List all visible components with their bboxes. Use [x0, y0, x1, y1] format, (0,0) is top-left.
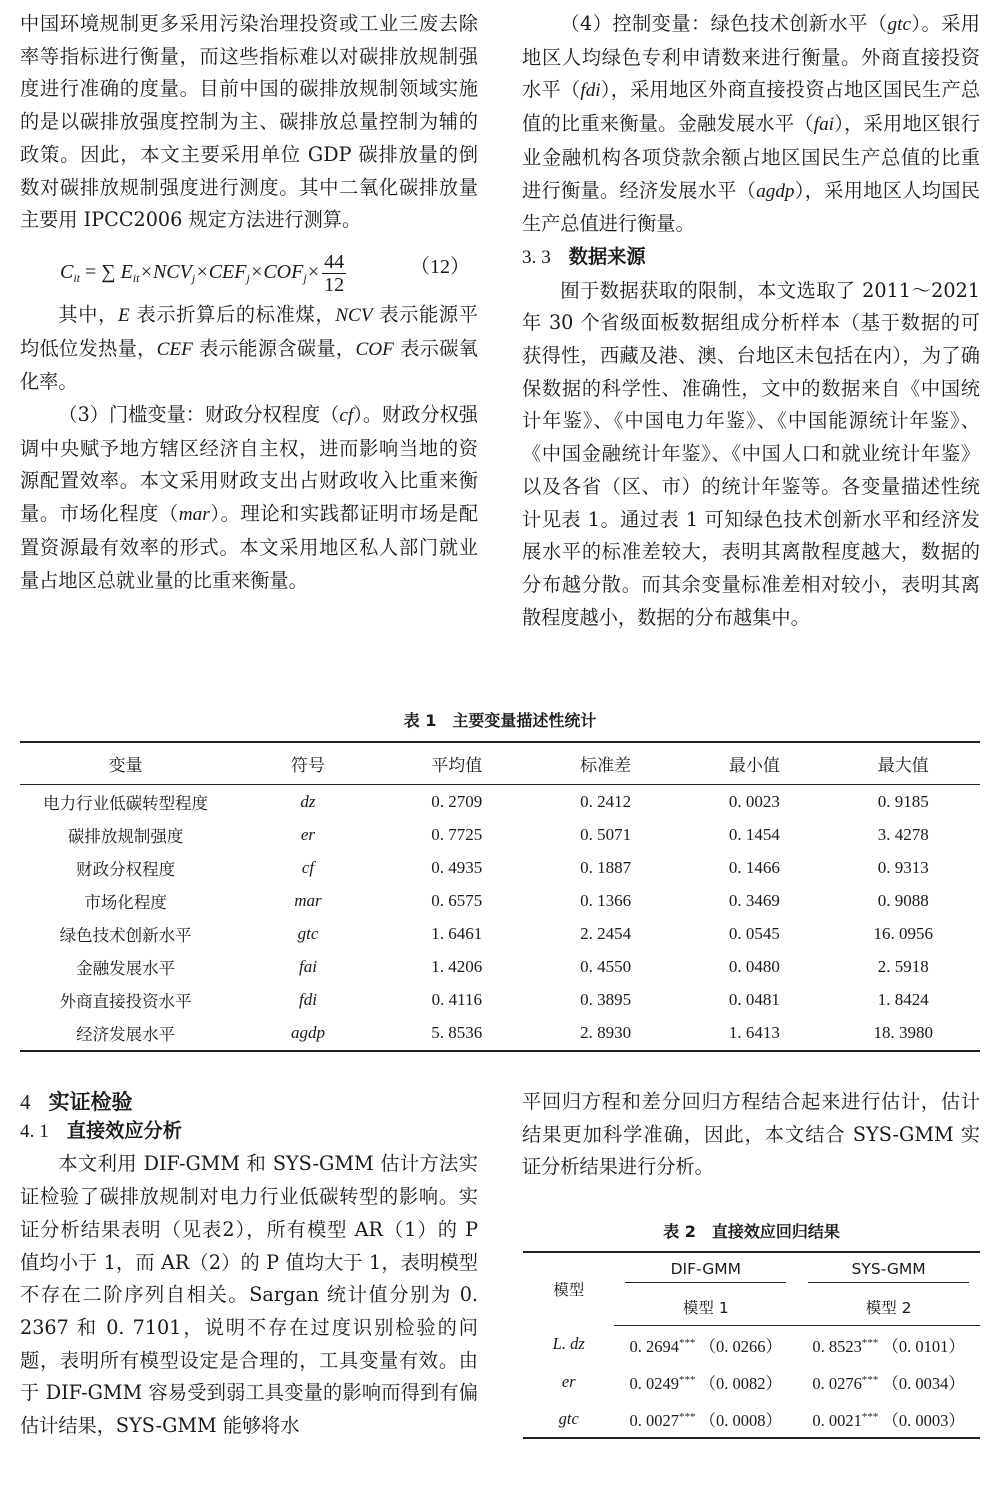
- right-column-bottom: [522, 1086, 980, 1184]
- value-cell: 0. 3895: [580, 990, 632, 1010]
- value-cell: 0. 3469: [728, 890, 780, 910]
- formula-expression: $C_{it}$ = ∑ $E_{it}\times NCV_j\times CEF_j\times COF_j\times$ $\frac{44}{12}$: [60, 250, 345, 296]
- symbol-cell: fdi: [299, 990, 317, 1010]
- header-cell: 最小值: [682, 742, 826, 785]
- section-heading-4-1: 4. 1 直接效应分析: [20, 1118, 182, 1142]
- table-2: [523, 1251, 980, 1439]
- table-row: [20, 950, 980, 983]
- table-row: [523, 1400, 980, 1438]
- value-cell: 0. 9313: [877, 857, 929, 877]
- coefficient-value: 0. 0276: [812, 1373, 862, 1393]
- value-cell: 0. 1454: [728, 824, 780, 844]
- significance-stars: ***: [861, 1336, 879, 1349]
- equation-number: （12）: [410, 255, 470, 278]
- header-cell: 最大值: [826, 742, 980, 785]
- value-cell: 1. 4206: [431, 957, 483, 977]
- variable-name-cell: 绿色技术创新水平: [59, 925, 192, 945]
- table-row: [20, 785, 980, 819]
- coefficient-cell: [797, 1400, 980, 1438]
- variable-name-cell: 电力行业低碳转型程度: [43, 793, 209, 813]
- value-cell: 0. 9185: [877, 791, 929, 811]
- paragraph: 其中，E 表示折算后的标准煤，NCV 表示能源平均低位发热量，CEF 表示能源含碳量，COF 表示碳氧化率。: [20, 302, 478, 394]
- paragraph: 中国环境规制更多采用污染治理投资或工业三废去除率等指标进行衡量，而这些指标难以对碳排放规制强度进行准确的度量。目前中国的碳排放规制领域实施的是以碳排放强度控制为主、碳排放总量控制为辅的政策。因此，本文主要采用单位 GDP 碳排放量的倒数对碳排放规制强度进行测度。其中二氧化碳排放量主要用 IPCC2006 规定方法进行测算。: [20, 12, 478, 232]
- table-1-title: 表 1 主要变量描述性统计: [403, 711, 597, 730]
- standard-error: （0. 0008）: [699, 1410, 783, 1430]
- paragraph: 平回归方程和差分回归方程结合起来进行估计，估计结果更加科学准确，因此，本文结合 SYS-GMM 实证分析结果进行分析。: [522, 1090, 980, 1179]
- coefficient-cell: [614, 1363, 797, 1400]
- value-cell: 0. 7725: [431, 824, 483, 844]
- paragraph: （3）门槛变量：财政分权程度（cf）。财政分权强调中央赋予地方辖区经济自主权，进而影响当地的资源配置效率。本文采用财政支出占财政收入比重来衡量。市场化程度（mar）。理论和实践都证明市场是配置资源最有效率的形式。本文采用地区私人部门就业量占地区总就业量的比重来衡量。: [20, 403, 479, 592]
- coefficient-value: 0. 8523: [812, 1336, 862, 1356]
- header-cell: 符号: [231, 742, 385, 785]
- symbol-cell: dz: [300, 791, 316, 811]
- value-cell: 0. 1366: [580, 890, 632, 910]
- value-cell: 1. 8424: [877, 990, 929, 1010]
- variable-name-cell: 外商直接投资水平: [59, 992, 192, 1012]
- variable-name-cell: 经济发展水平: [76, 1025, 176, 1045]
- coefficient-cell: [614, 1326, 797, 1364]
- value-cell: 0. 0545: [728, 923, 780, 943]
- table-row: [20, 984, 980, 1017]
- value-cell: 2. 8930: [580, 1023, 632, 1043]
- value-cell: 0. 1887: [580, 857, 632, 877]
- table-header-row: [523, 1252, 980, 1289]
- significance-stars: ***: [679, 1410, 696, 1423]
- value-cell: 0. 6575: [431, 890, 483, 910]
- header-cell-group: DIF-GMM: [614, 1252, 797, 1289]
- value-cell: 0. 5071: [580, 824, 632, 844]
- formula-12: [20, 237, 478, 299]
- header-cell: 变量: [20, 742, 231, 785]
- value-cell: 2. 5918: [877, 957, 929, 977]
- value-cell: 0. 4116: [431, 990, 482, 1010]
- header-cell-group: SYS-GMM: [797, 1252, 980, 1289]
- table-row: [523, 1363, 980, 1400]
- coefficient-value: 0. 0249: [629, 1373, 680, 1393]
- value-cell: 0. 1466: [728, 857, 780, 877]
- coefficient-cell: [797, 1326, 980, 1364]
- value-cell: 0. 0481: [728, 990, 780, 1010]
- coefficient-value: 0. 0021: [812, 1410, 862, 1430]
- symbol-cell: fai: [299, 957, 317, 977]
- value-cell: 3. 4278: [877, 824, 929, 844]
- fraction: $\frac{44}{12}$: [324, 250, 345, 296]
- symbol-cell: agdp: [290, 1023, 325, 1043]
- header-cell: 平均值: [385, 742, 529, 785]
- header-cell: 标准差: [529, 742, 683, 785]
- standard-error: （0. 0101）: [882, 1336, 965, 1356]
- paragraph: （4）控制变量：绿色技术创新水平（gtc）。采用地区人均绿色专利申请数来进行衡量。外商直接投资水平（fdi），采用地区外商直接投资占地区国民生产总值的比重来衡量。金融发展水平（fai），采用地区银行业金融机构各项贷款余额占地区国民生产总值的比重进行衡量。经济发展水平（agdp），采用地区人均国民生产总值进行衡量。: [522, 12, 981, 236]
- value-cell: 18. 3980: [873, 1023, 933, 1043]
- variable-cell: L. dz: [552, 1334, 585, 1354]
- header-cell-model: 模型: [553, 1281, 585, 1300]
- coefficient-value: 0. 2694: [629, 1336, 680, 1356]
- coefficient-cell: [797, 1363, 980, 1400]
- coefficient-cell: [614, 1400, 797, 1438]
- value-cell: 0. 0023: [728, 791, 780, 811]
- paragraph: 囿于数据获取的限制，本文选取了 2011～2021 年 30 个省级面板数据组成分析样本（基于数据的可获得性，西藏及港、澳、台地区未包括在内），为了确保数据的科学性、准确性，文中的数据来自《中国统计年鉴》、《中国电力年鉴》、《中国能源统计年鉴》、《中国金融统计年鉴》、《中国人口和就业统计年鉴》以及各省（区、市）的统计年鉴等。各变量描述性统计见表 1。通过表 1 可知绿色技术创新水平和经济发展水平的标准差较大，表明其离散程度越大，数据的分布越分散。而其余变量标准差相对较小，表明其离散程度越小，数据的分布越集中。: [522, 278, 980, 629]
- header-cell: 模型 2: [797, 1289, 980, 1326]
- header-cell: 模型 1: [614, 1289, 797, 1326]
- section-heading-4: 4 实证检验: [20, 1090, 133, 1114]
- significance-stars: ***: [679, 1336, 696, 1349]
- table-row: [20, 917, 980, 950]
- value-cell: 5. 8536: [431, 1023, 483, 1043]
- variable-name-cell: 碳排放规制强度: [67, 826, 184, 846]
- table-2-title: 表 2 直接效应回归结果: [663, 1222, 840, 1241]
- table-row: [20, 818, 980, 851]
- table-row: [20, 1017, 980, 1051]
- value-cell: 0. 9088: [877, 890, 929, 910]
- symbol-cell: mar: [294, 890, 322, 910]
- value-cell: 0. 4935: [431, 857, 483, 877]
- paragraph: 本文利用 DIF-GMM 和 SYS-GMM 估计方法实证检验了碳排放规制对电力行业低碳转型的影响。实证分析结果表明（见表2），所有模型 AR（1）的 P 值均小于 1，而 AR（2）的 P 值均大于 1，表明模型不存在二阶序列自相关。Sargan 统计值分别为 0. 2367 和 0. 7101，说明不存在过度识别检验的问题，表明所有模型设定是合理的，工具变量有效。由于 DIF-GMM 容易受到弱工具变量的影响而得到有偏估计结果，SYS-GMM 能够将水: [20, 1152, 478, 1438]
- variable-name-cell: 市场化程度: [84, 892, 167, 912]
- symbol-cell: gtc: [297, 923, 319, 943]
- value-cell: 1. 6413: [728, 1023, 780, 1043]
- value-cell: 16. 0956: [873, 923, 933, 943]
- value-cell: 1. 6461: [431, 923, 483, 943]
- value-cell: 0. 2412: [580, 791, 632, 811]
- coefficient-value: 0. 0027: [629, 1410, 680, 1430]
- table-row: [20, 851, 980, 884]
- significance-stars: ***: [679, 1373, 696, 1386]
- significance-stars: ***: [861, 1373, 879, 1386]
- standard-error: （0. 0003）: [882, 1410, 965, 1430]
- section-heading-3-3: 3. 3 数据来源: [522, 244, 646, 268]
- table-header-row: [20, 742, 980, 785]
- variable-name-cell: 财政分权程度: [76, 859, 176, 879]
- standard-error: （0. 0082）: [699, 1373, 783, 1393]
- value-cell: 0. 4550: [580, 957, 632, 977]
- significance-stars: ***: [861, 1410, 879, 1423]
- standard-error: （0. 0034）: [882, 1373, 965, 1393]
- value-cell: 0. 2709: [431, 791, 483, 811]
- table-row: [523, 1326, 980, 1364]
- variable-name-cell: 金融发展水平: [76, 959, 176, 979]
- left-column-top: [20, 8, 478, 597]
- value-cell: 0. 0480: [728, 957, 780, 977]
- left-column-bottom: [20, 1086, 478, 1443]
- symbol-cell: cf: [301, 857, 315, 877]
- variable-cell: gtc: [558, 1408, 579, 1428]
- standard-error: （0. 0266）: [699, 1336, 783, 1356]
- value-cell: 2. 2454: [580, 923, 632, 943]
- variable-cell: er: [561, 1371, 576, 1391]
- table-row: [20, 884, 980, 917]
- right-column-top: [522, 8, 980, 634]
- table-1: [20, 741, 980, 1052]
- symbol-cell: er: [300, 824, 316, 844]
